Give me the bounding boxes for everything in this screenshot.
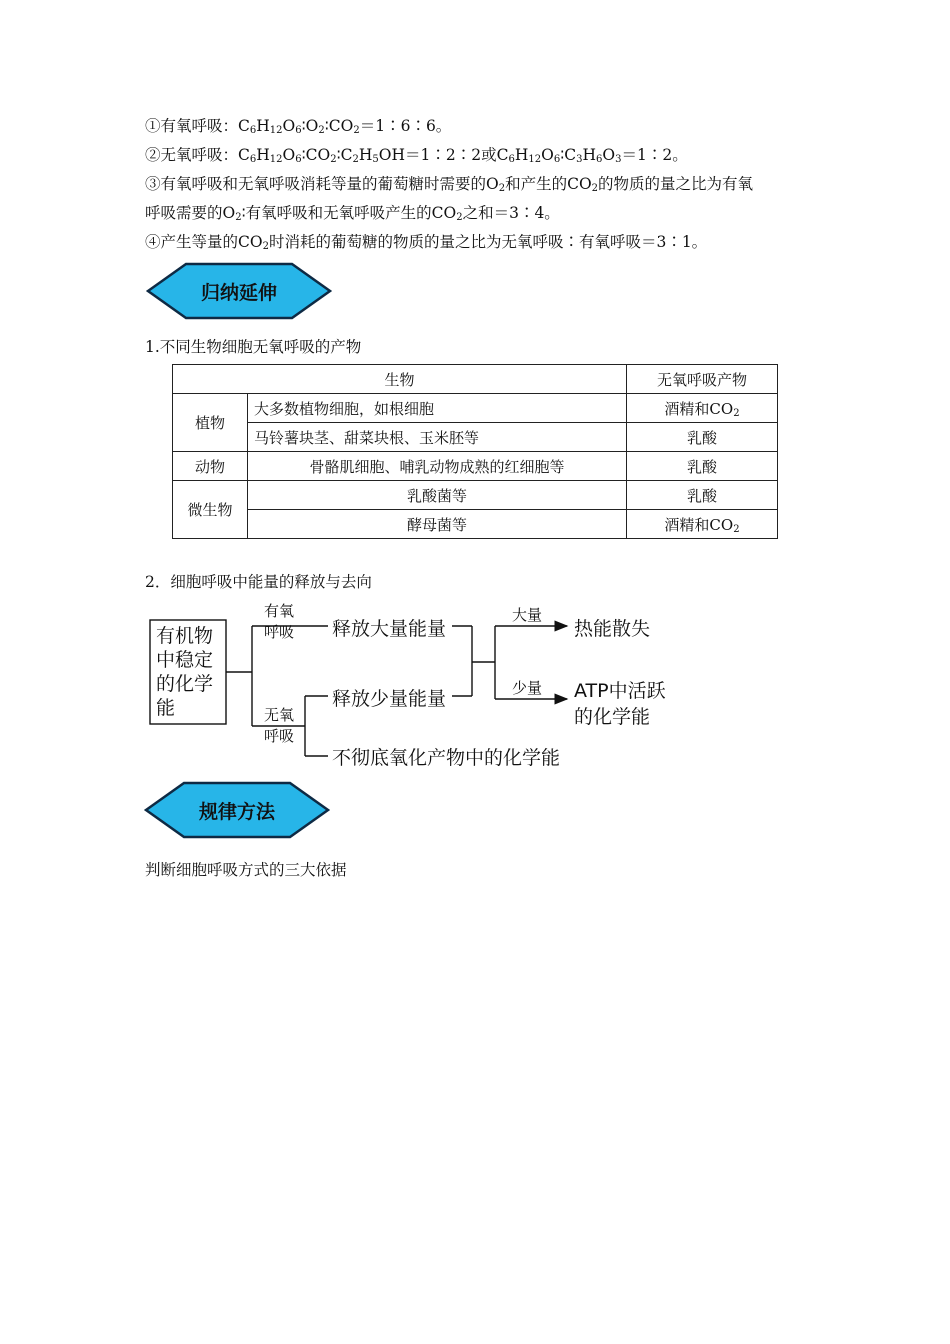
table-row bbox=[173, 365, 778, 394]
small-amount-label: 少量 bbox=[512, 679, 543, 697]
category-microbe: 微生物 bbox=[173, 481, 248, 539]
table-row bbox=[173, 481, 778, 510]
atp-chemical-energy: ATP中活跃 的化学能 bbox=[574, 680, 666, 728]
banner-title: 规律方法 bbox=[198, 800, 275, 823]
organic-chemical-energy-box: 有机物 中稳定 的化学 能 bbox=[156, 625, 214, 719]
formula-line-5: ④产生等量的$CO_2$时消耗的葡萄糖的物质的量之比为无氧呼吸∶有氧呼吸＝3∶1。 bbox=[145, 233, 708, 252]
formula-line-2: ②无氧呼吸：$C_6H_{12}O_6∶CO_2∶C_2H_5OH=1∶2∶2$或$C_6H_{12}O_6∶C_3H_6O_3=1∶2$。 bbox=[145, 146, 688, 165]
large-amount-label: 大量 bbox=[512, 606, 543, 624]
table-row bbox=[173, 423, 778, 452]
plant-row-1-organism: 大多数植物细胞，如根细胞 bbox=[248, 394, 627, 423]
section-2-title: 2．细胞呼吸中能量的释放与去向 bbox=[145, 573, 372, 591]
microbe-row-1-organism: 乳酸菌等 bbox=[248, 481, 627, 510]
heat-dissipation: 热能散失 bbox=[574, 618, 651, 640]
anaerobic-products-table bbox=[172, 364, 778, 539]
formula-line-4: 呼吸需要的$O_2∶$有氧呼吸和无氧呼吸产生的$CO_2$之和＝3∶4。 bbox=[145, 204, 560, 223]
table-row bbox=[173, 394, 778, 423]
animal-row-1-product: 乳酸 bbox=[627, 452, 778, 481]
plant-row-2-organism: 马铃薯块茎、甜菜块根、玉米胚等 bbox=[248, 423, 627, 452]
formula-line-1: ①有氧呼吸：$C_6H_{12}O_6∶O_2∶CO_2=1∶6∶6$。 bbox=[145, 117, 452, 136]
microbe-row-2-organism: 酵母菌等 bbox=[248, 510, 627, 539]
section-banner-methods bbox=[144, 781, 330, 839]
header-organism: 生物 bbox=[173, 365, 627, 394]
release-small-energy: 释放少量能量 bbox=[332, 688, 447, 710]
category-animal: 动物 bbox=[173, 452, 248, 481]
section-3-title: 判断细胞呼吸方式的三大依据 bbox=[145, 861, 347, 879]
energy-flow-diagram bbox=[140, 598, 680, 770]
table-row bbox=[173, 510, 778, 539]
incomplete-oxidation-energy: 不彻底氧化产物中的化学能 bbox=[332, 747, 561, 769]
section-banner-summary bbox=[146, 262, 332, 320]
anaerobic-respiration-label: 无氧 呼吸 bbox=[264, 706, 295, 745]
plant-row-2-product: 乳酸 bbox=[627, 423, 778, 452]
table-title: 1.不同生物细胞无氧呼吸的产物 bbox=[145, 338, 362, 356]
banner-title: 归纳延伸 bbox=[200, 281, 277, 304]
aerobic-respiration-label: 有氧 呼吸 bbox=[264, 602, 295, 641]
header-product: 无氧呼吸产物 bbox=[627, 365, 778, 394]
formula-line-3: ③有氧呼吸和无氧呼吸消耗等量的葡萄糖时需要的$O_2$和产生的$CO_2$的物质的量之比为有氧 bbox=[145, 175, 754, 194]
plant-row-1-product: 酒精和$CO_2$ bbox=[627, 394, 778, 423]
animal-row-1-organism: 骨骼肌细胞、哺乳动物成熟的红细胞等 bbox=[248, 452, 627, 481]
microbe-row-2-product: 酒精和$CO_2$ bbox=[627, 510, 778, 539]
category-plant: 植物 bbox=[173, 394, 248, 452]
table-row bbox=[173, 452, 778, 481]
microbe-row-1-product: 乳酸 bbox=[627, 481, 778, 510]
release-large-energy: 释放大量能量 bbox=[332, 618, 447, 640]
